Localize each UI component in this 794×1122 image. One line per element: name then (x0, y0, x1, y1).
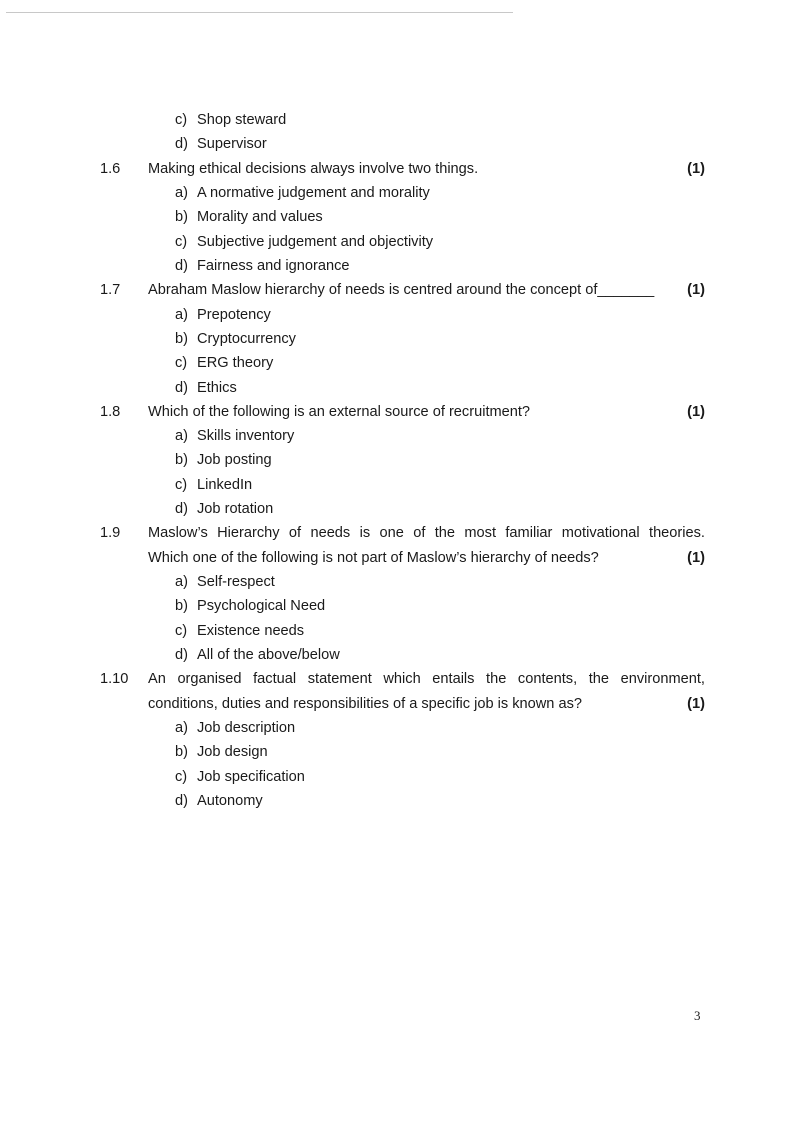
question-mark-value: (1) (687, 282, 705, 299)
question-text: An organised factual statement which entails the contents, the environment, (148, 671, 705, 688)
option-text: Job design (197, 744, 268, 761)
question-line (0, 668, 794, 690)
option-text: Fairness and ignorance (197, 257, 350, 274)
answer-option (0, 109, 794, 131)
question-line (0, 158, 794, 180)
option-letter: c) (175, 112, 188, 128)
option-letter: a) (175, 428, 188, 445)
question-line (0, 547, 794, 569)
question-mark-value: (1) (687, 160, 705, 177)
question-text: Which of the following is an external source of recruitment? (148, 403, 531, 420)
answer-option (0, 620, 794, 642)
answer-option (0, 449, 794, 471)
question-line (0, 693, 794, 715)
question-line (0, 401, 794, 423)
option-text: Autonomy (197, 792, 263, 809)
question-number: 1.8 (100, 403, 121, 420)
option-text: Psychological Need (197, 598, 326, 615)
option-letter: c) (175, 355, 188, 372)
option-text: Shop steward (197, 112, 287, 128)
option-text: Self-respect (197, 574, 275, 591)
option-letter: b) (175, 744, 188, 761)
answer-option (0, 206, 794, 228)
option-text: Prepotency (197, 306, 271, 323)
option-letter: b) (175, 209, 188, 226)
option-text: Ethics (197, 379, 237, 396)
answer-option (0, 790, 794, 812)
option-text: Supervisor (197, 136, 267, 153)
option-letter: c) (175, 476, 188, 493)
answer-option (0, 498, 794, 520)
question-number: 1.9 (100, 525, 121, 542)
question-number: 1.6 (100, 160, 121, 177)
option-letter: d) (175, 379, 188, 396)
option-text: Cryptocurrency (197, 330, 296, 347)
answer-option (0, 717, 794, 739)
option-letter: c) (175, 233, 188, 250)
answer-option (0, 255, 794, 277)
option-letter: c) (175, 768, 188, 785)
option-letter: d) (175, 257, 188, 274)
option-text: Job posting (197, 452, 272, 469)
option-letter: a) (175, 184, 188, 201)
answer-option (0, 571, 794, 593)
question-text: conditions, duties and responsibilities of a specific job is known as? (148, 695, 583, 712)
question-mark-value: (1) (687, 695, 705, 712)
answer-option (0, 352, 794, 374)
page-number: 3 (694, 1008, 701, 1023)
answer-option (0, 133, 794, 155)
option-letter: d) (175, 792, 188, 809)
option-letter: d) (175, 647, 188, 664)
answer-option (0, 474, 794, 496)
option-letter: b) (175, 598, 188, 615)
option-letter: c) (175, 622, 188, 639)
question-number: 1.10 (100, 671, 129, 688)
question-mark-value: (1) (687, 549, 705, 566)
option-text: Skills inventory (197, 428, 295, 445)
answer-option (0, 644, 794, 666)
option-text: All of the above/below (197, 647, 340, 664)
option-text: Job rotation (197, 501, 274, 518)
question-text: Which one of the following is not part of Maslow’s hierarchy of needs? (148, 549, 599, 566)
question-text: Maslow’s Hierarchy of needs is one of the most familiar motivational theories. (148, 525, 705, 542)
answer-option (0, 328, 794, 350)
option-letter: a) (175, 720, 188, 736)
option-text: LinkedIn (197, 476, 253, 493)
option-text: A normative judgement and morality (197, 184, 430, 201)
option-text: Job specification (197, 768, 305, 785)
question-text: Abraham Maslow hierarchy of needs is centred around the concept of_______ (148, 282, 655, 299)
option-letter: d) (175, 136, 188, 153)
option-text: Morality and values (197, 209, 323, 226)
option-letter: d) (175, 501, 188, 518)
option-text: Subjective judgement and objectivity (197, 233, 434, 250)
answer-option (0, 231, 794, 253)
question-line (0, 522, 794, 544)
scan-edge-line (6, 12, 513, 13)
option-text: Existence needs (197, 622, 305, 639)
option-letter: b) (175, 452, 188, 469)
option-letter: a) (175, 574, 188, 591)
question-mark-value: (1) (687, 403, 705, 420)
question-text: Making ethical decisions always involve two things. (148, 160, 479, 177)
answer-option (0, 182, 794, 204)
answer-option (0, 766, 794, 788)
question-line (0, 279, 794, 301)
question-number: 1.7 (100, 282, 121, 299)
option-letter: b) (175, 330, 188, 347)
answer-option (0, 741, 794, 763)
answer-option (0, 377, 794, 399)
option-text: ERG theory (197, 355, 274, 372)
answer-option (0, 304, 794, 326)
option-text: Job description (197, 720, 296, 736)
answer-option (0, 425, 794, 447)
answer-option (0, 595, 794, 617)
option-letter: a) (175, 306, 188, 323)
